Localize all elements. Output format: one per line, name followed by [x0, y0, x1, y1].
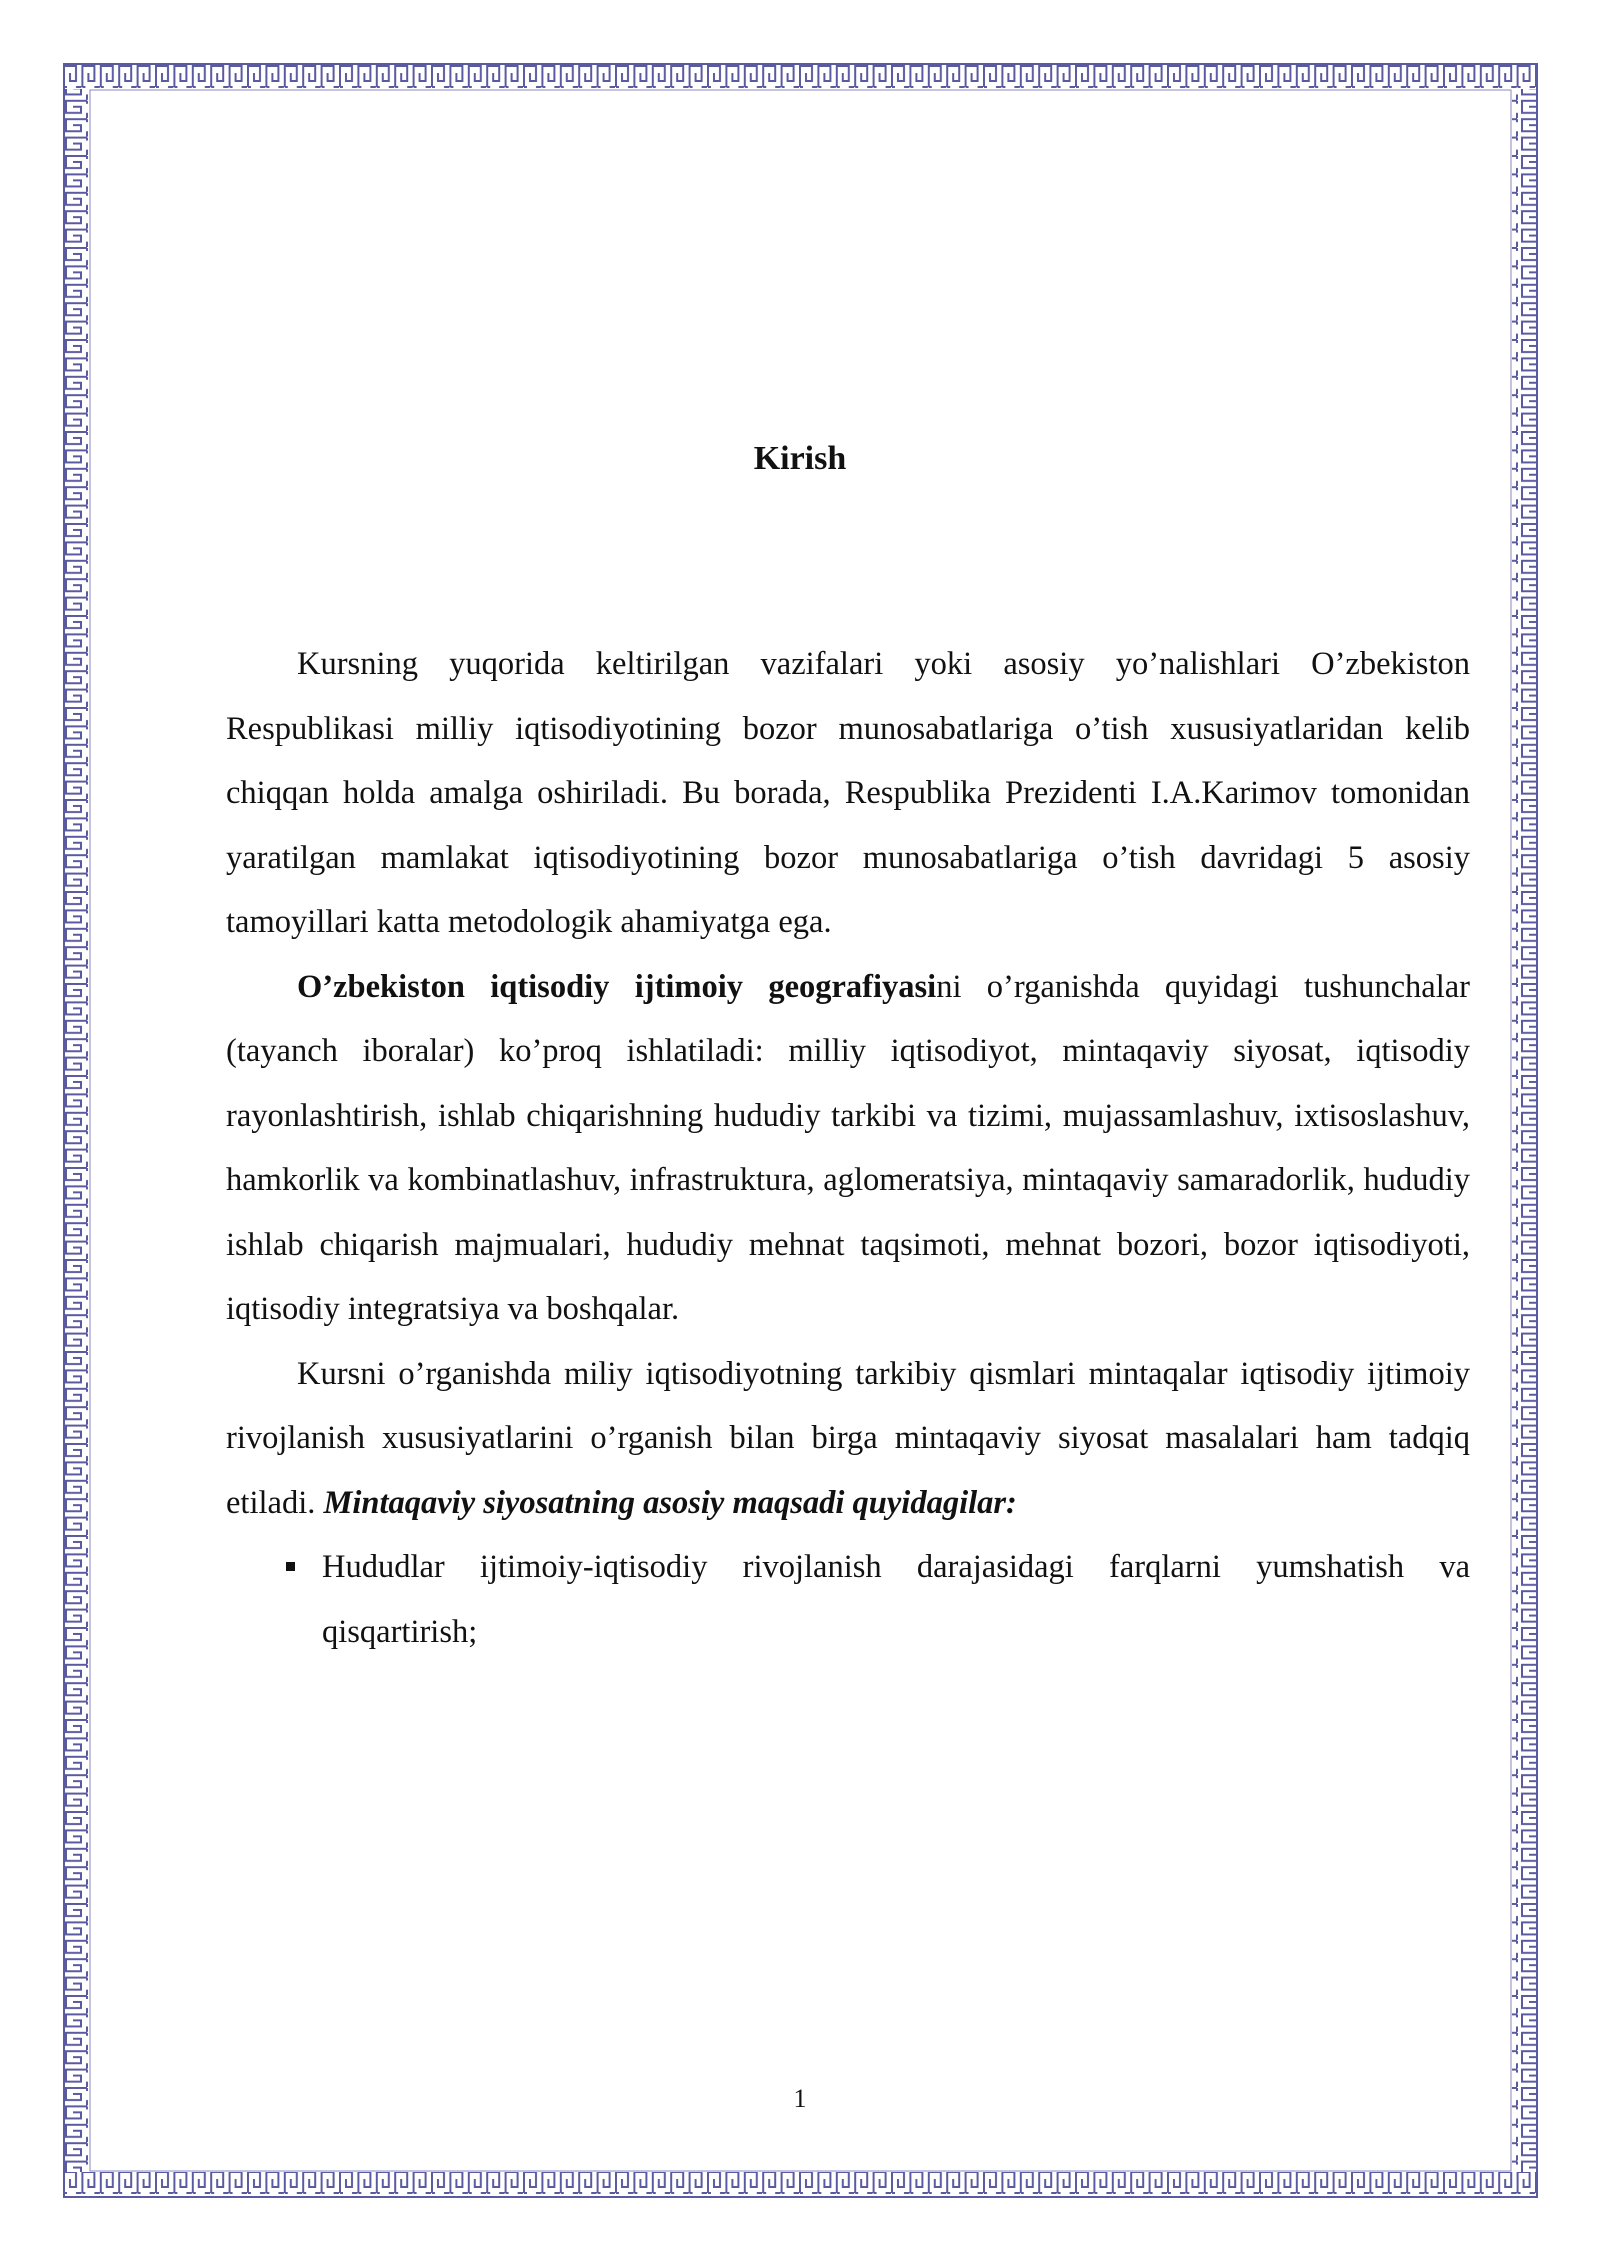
paragraph-regional-policy [226, 1342, 1470, 1536]
page-number: 1 [793, 2084, 807, 2113]
paragraph-terms [226, 955, 1470, 1342]
goals-list [226, 1535, 1470, 1664]
square-bullet-icon [286, 1562, 295, 1571]
document-body [226, 632, 1470, 1664]
bold-term-lead: O’zbekiston iqtisodiy ijtimoiy geografiyasi [297, 968, 937, 1005]
list-item-text: Hududlar ijtimoiy-iqtisodiy rivojlanish darajasidagi farqlarni yumshatish va qisqartirish; [322, 1549, 1470, 1650]
page-title: Kirish [753, 440, 847, 477]
regional-policy-goals-heading: Mintaqaviy siyosatning asosiy maqsadi quyidagilar: [323, 1484, 1017, 1521]
list-item [322, 1535, 1470, 1664]
paragraph-regional-policy-text: Kursni o’rganishda miliy iqtisodiyotning tarkibiy qismlari mintaqalar iqtisodiy ijtimoiy rivojlanish xususiyatlarini o’rganish bilan birga mintaqaviy siyosat masalalari ham tadqiq etiladi. [226, 1355, 1470, 1521]
paragraph-terms-text: ni o’rganishda quyidagi tushunchalar (tayanch iboralar) ko’proq ishlatiladi: milliy iqtisodiyot, mintaqaviy siyosat, iqtisodiy rayonlashtirish, ishlab chiqarishning hududiy tarkibi va tizimi, mujassamlashuv, ixtisoslashuv, hamkorlik va kombinatlashuv, infrastruktura, aglomeratsiya, mintaqaviy samaradorlik, hududiy ishlab chiqarish majmualari, hududiy mehnat taqsimoti, mehnat bozori, bozor iqtisodiyoti, iqtisodiy integratsiya va boshqalar. [226, 968, 1471, 1327]
paragraph-intro: Kursning yuqorida keltirilgan vazifalari yoki asosiy yo’nalishlari O’zbekiston Respublikasi milliy iqtisodiyotining bozor munosabatlariga o’tish xususiyatlaridan kelib chiqqan holda amalga oshiriladi. Bu borada, Respublika Prezidenti I.A.Karimov tomonidan yaratilgan mamlakat iqtisodiyotining bozor munosabatlariga o’tish davridagi 5 asosiy tamoyillari katta metodologik ahamiyatga ega. [226, 646, 1470, 940]
